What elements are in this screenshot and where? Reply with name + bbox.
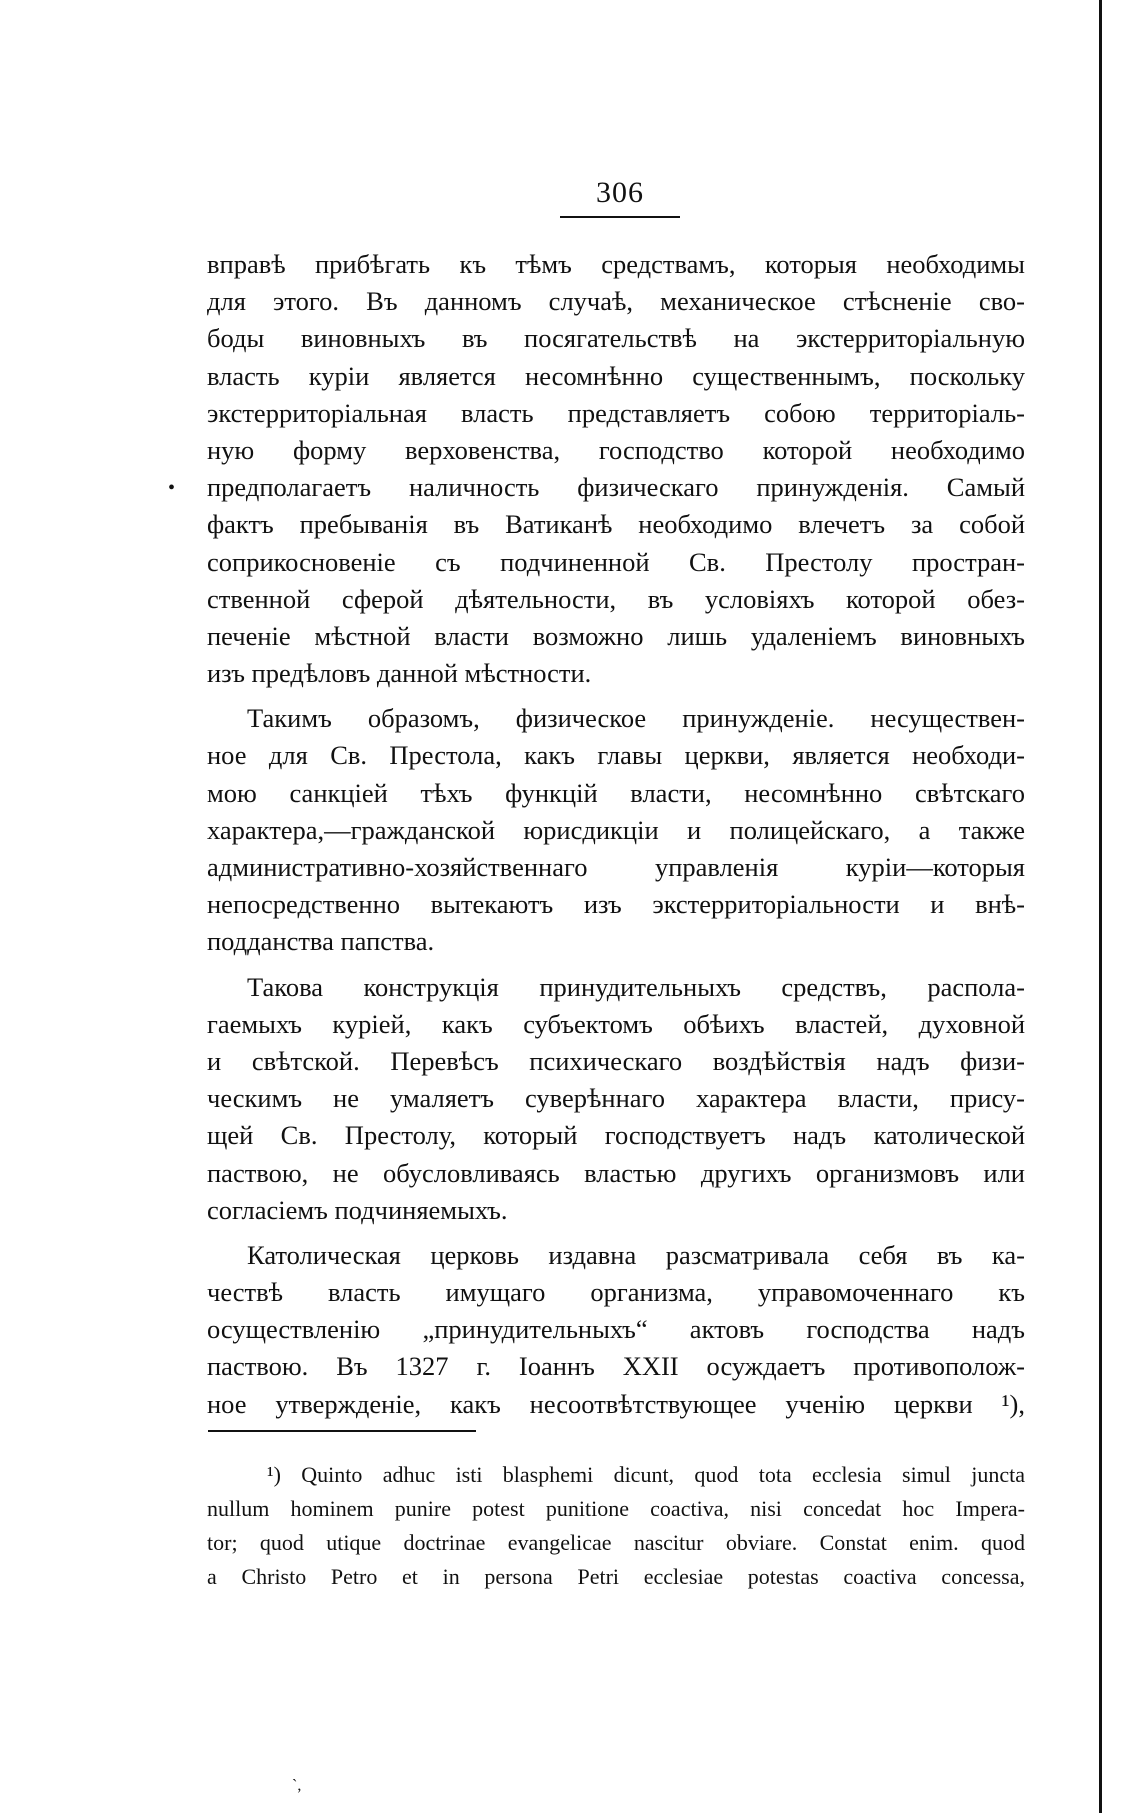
text-line: характера,—гражданской юрисдикціи и полицейскаго, а также (207, 814, 1025, 845)
page-number: 306 (596, 176, 644, 209)
text-line: осуществленію „принудительныхъ“ актовъ господства надъ (207, 1314, 1025, 1345)
text-line: ное для Св. Престола, какъ главы церкви, является необходи- (207, 740, 1025, 771)
text-line: фактъ пребыванія въ Ватиканѣ необходимо влечетъ за собой (207, 509, 1025, 540)
text-line: подданства папства. (207, 926, 435, 957)
text-line: гаемыхъ куріей, какъ субъектомъ обѣихъ властей, духовной (207, 1008, 1025, 1039)
paragraph-gap (207, 692, 1025, 700)
text-line: мою санкціей тѣхъ функцій власти, несомнѣнно свѣтскаго (207, 777, 1025, 808)
page-edge-line (1099, 0, 1102, 1813)
text-line: Такимъ образомъ, физическое принужденіе. несуществен- (247, 703, 1025, 734)
footnote-line: ¹) Quinto adhuc isti blasphemi dicunt, quod tota ecclesia simul juncta (267, 1462, 1025, 1487)
text-line: ную форму верховенства, господство которой необходимо (207, 434, 1025, 465)
text-line: паствою, не обусловливаясь властью другихъ организмовъ или (207, 1157, 1025, 1188)
text-line: непосредственно вытекаютъ изъ экстерриторіальности и внѣ- (207, 889, 1025, 920)
paragraph (207, 700, 1025, 960)
text-line: административно-хозяйственнаго управленія куріи—которыя (207, 852, 1025, 882)
text-line: паствою. Въ 1327 г. Іоаннъ XXII осуждаетъ противополож- (207, 1351, 1025, 1382)
text-line: ческимъ не умаляетъ суверѣннаго характера власти, прису- (207, 1083, 1025, 1114)
footnote-line: nullum hominem punire potest punitione coactiva, nisi concedat hoc Impera- (207, 1496, 1025, 1521)
footnote-line: a Christo Petro et in persona Petri ecclesiae potestas coactiva concessa, (207, 1564, 1025, 1589)
text-line: соприкосновеніе съ подчиненной Св. Престолу простран- (207, 546, 1025, 577)
text-line: щей Св. Престолу, который господствуетъ надъ католической (207, 1120, 1025, 1151)
text-line: чествѣ власть имущаго организма, управомоченнаго къ (207, 1277, 1025, 1308)
bottom-mark: `, (292, 1777, 302, 1794)
paragraph (207, 246, 1025, 692)
footnote-separator (208, 1430, 476, 1432)
paragraph (207, 969, 1025, 1229)
paragraph-gap (207, 961, 1025, 969)
text-line: ственной сферой дѣятельности, въ условіяхъ которой обез- (207, 583, 1025, 614)
text-line: Такова конструкція принудительныхъ средствъ, распола- (247, 971, 1025, 1002)
text-line: ное утвержденіе, какъ несоотвѣтствующее ученію церкви ¹), (207, 1388, 1025, 1419)
text-line: согласіемъ подчиняемыхъ. (207, 1194, 508, 1225)
margin-mark: • (168, 477, 176, 499)
text-line: и свѣтской. Перевѣсъ психическаго воздѣйствія надъ физи- (207, 1045, 1025, 1076)
body-text (207, 246, 1025, 1423)
text-line: предполагаетъ наличность физическаго принужденія. Самый (207, 472, 1025, 503)
text-line: для этого. Въ данномъ случаѣ, механическое стѣсненіе сво- (207, 286, 1025, 317)
footnote (207, 1458, 1025, 1594)
text-line: боды виновныхъ въ посягательствѣ на экстерриторіальную (207, 323, 1025, 354)
text-line: Католическая церковь издавна разсматривала себя въ ка- (247, 1239, 1025, 1270)
text-line: вправѣ прибѣгать къ тѣмъ средствамъ, которыя необходимы (207, 249, 1025, 279)
footnote-line: tor; quod utique doctrinae evangelicae nascitur obviare. Constat enim. quod (207, 1530, 1025, 1555)
paragraph (207, 1237, 1025, 1423)
paragraph-gap (207, 1229, 1025, 1237)
text-line: печеніе мѣстной власти возможно лишь удаленіемъ виновныхъ (207, 620, 1025, 651)
text-line: изъ предѣловъ данной мѣстности. (207, 658, 592, 689)
text-line: экстерриторіальная власть представляетъ собою территоріаль- (207, 397, 1025, 428)
text-line: власть куріи является несомнѣнно существеннымъ, поскольку (207, 360, 1025, 391)
page-number-underline (560, 216, 680, 218)
